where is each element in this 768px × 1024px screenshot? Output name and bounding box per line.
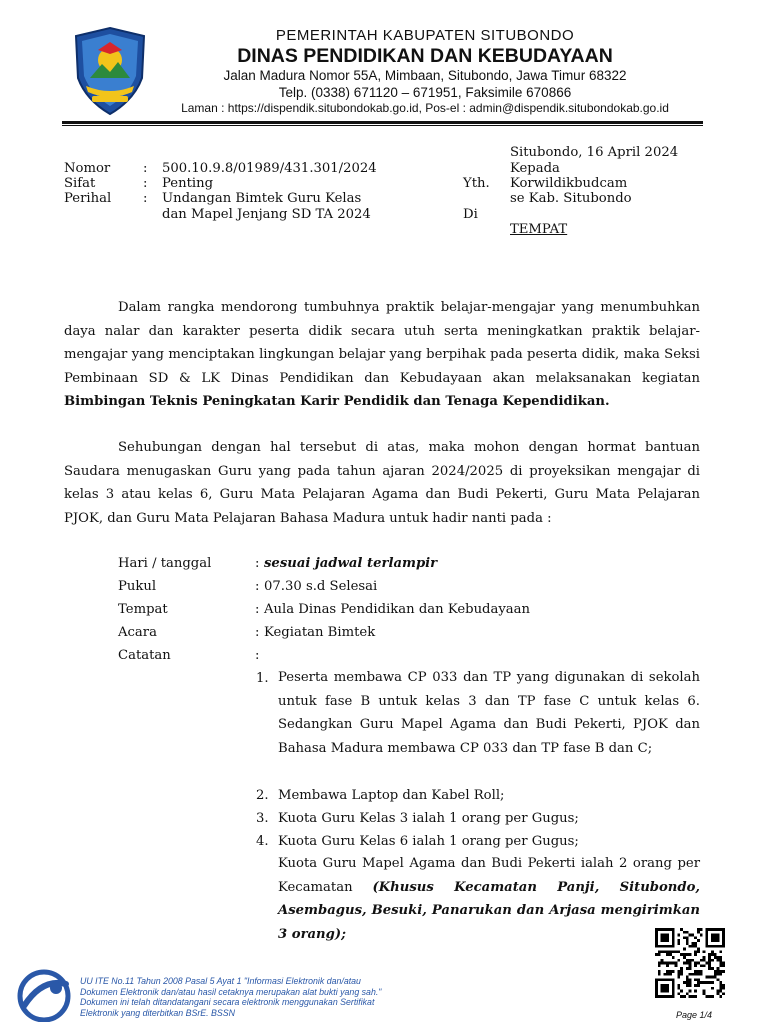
schedule-value-place: Aula Dinas Pendidikan dan Kebudayaan [264, 602, 531, 617]
nomor-value: 500.10.9.8/01989/431.301/2024 [162, 161, 377, 176]
note-4-number: 4. [256, 834, 269, 849]
footer-line-4: Elektronik yang diterbitkan BSrE. BSSN [80, 1007, 235, 1018]
schedule-label-event: Acara [118, 625, 157, 640]
letterhead-government: PEMERINTAH KABUPATEN SITUBONDO [275, 27, 575, 44]
yth-label: Yth. [463, 176, 490, 191]
schedule-label-time: Pukul [118, 579, 157, 594]
schedule-value-event: Kegiatan Bimtek [264, 625, 376, 640]
letterhead-agency: DINAS PENDIDIKAN DAN KEBUDAYAAN [237, 45, 613, 67]
sifat-colon: : [143, 176, 148, 191]
schedule-label-notes: Catatan [118, 648, 171, 663]
letterhead-divider-thin [62, 125, 703, 126]
schedule-label-day: Hari / tanggal [118, 556, 212, 571]
note-4-continuation [278, 852, 700, 946]
qr-code-icon [650, 928, 730, 998]
perihal-colon: : [143, 191, 148, 206]
schedule-label-place: Tempat [118, 602, 168, 617]
footer-line-3: Dokumen ini telah ditandatangani secara elektronik menggunakan Sertifikat [80, 997, 375, 1007]
footer-legal-note [80, 976, 450, 1018]
nomor-colon: : [143, 161, 148, 176]
note-1-text: Peserta membawa CP 033 dan TP yang digunakan di sekolah untuk fase B untuk kelas 3 dan TP fase C untuk kelas 6. Sedangkan Guru Mapel Agama dan Budi Pekerti, PJOK dan Bahasa Madura membawa CP 033 dan TP fase B dan C; [278, 670, 700, 756]
schedule-colon: : [255, 602, 260, 617]
note-2-text: Membawa Laptop dan Kabel Roll; [278, 788, 505, 803]
kepada-label: Kepada [510, 161, 560, 176]
letterhead-phone: Telp. (0338) 671120 – 671951, Faksimile 670866 [278, 85, 572, 100]
note-3-number: 3. [256, 811, 269, 826]
schedule-value-time: 07.30 s.d Selesai [264, 579, 378, 594]
paragraph-1-bold: Bimbingan Teknis Peningkatan Karir Pendidik dan Tenaga Kependidikan. [64, 394, 610, 409]
tempat-label: TEMPAT [510, 222, 568, 237]
note-3-text: Kuota Guru Kelas 3 ialah 1 orang per Gugus; [278, 811, 579, 826]
perihal-value-line2: dan Mapel Jenjang SD TA 2024 [162, 207, 371, 222]
letterhead-divider-thick [62, 121, 703, 124]
note-4-quota-text: Kuota Guru Mapel Agama dan Budi Pekerti ialah 2 orang per Kecamatan [278, 856, 700, 895]
schedule-colon: : [255, 579, 260, 594]
sifat-value: Penting [162, 176, 214, 191]
note-4-quota-bold: (Khusus Kecamatan Panji, Situbondo, Asembagus, Besuki, Panarukan dan Arjasa mengirimkan 3 orang); [278, 879, 700, 942]
recipient-line1: Korwildikbudcam [510, 176, 628, 191]
paragraph-1 [64, 296, 700, 414]
recipient-line2: se Kab. Situbondo [510, 191, 632, 206]
footer-line-2: Dokumen Elektronik dan/atau hasil cetaknya merupakan alat bukti yang sah." [80, 986, 382, 997]
note-1-number: 1. [256, 671, 269, 686]
perihal-value-line1: Undangan Bimtek Guru Kelas [162, 191, 362, 206]
schedule-colon: : [255, 556, 260, 571]
letterhead-address: Jalan Madura Nomor 55A, Mimbaan, Situbondo, Jawa Timur 68322 [223, 68, 627, 83]
di-label: Di [463, 207, 478, 222]
bsre-logo [8, 966, 78, 1022]
perihal-label: Perihal [64, 191, 112, 206]
nomor-label: Nomor [64, 161, 111, 176]
letter-date: Situbondo, 16 April 2024 [510, 145, 679, 160]
footer-line-1: UU ITE No.11 Tahun 2008 Pasal 5 Ayat 1 "Informasi Elektronik dan/atau [80, 976, 361, 986]
letterhead [150, 27, 700, 116]
paragraph-2 [64, 436, 700, 530]
note-2-number: 2. [256, 788, 269, 803]
letterhead-web: Laman : https://dispendik.situbondokab.go.id, Pos-el : admin@dispendik.situbondokab.go.id [181, 101, 669, 115]
paragraph-1-text: Dalam rangka mendorong tumbuhnya praktik belajar-mengajar yang menumbuhkan daya nalar dan karakter peserta didik secara utuh serta meningkatkan praktik belajar-mengajar yang menciptakan lingkungan belajar yang berpihak pada peserta didik, maka Seksi Pembinaan SD & LK Dinas Pendidikan dan Kebudayaan akan melaksanakan kegiatan [64, 300, 700, 386]
schedule-colon: : [255, 625, 260, 640]
sifat-label: Sifat [64, 176, 96, 191]
regency-logo [72, 26, 148, 116]
note-4-text: Kuota Guru Kelas 6 ialah 1 orang per Gugus; [278, 834, 579, 849]
schedule-value-day: sesuai jadwal terlampir [264, 556, 438, 571]
paragraph-2-text: Sehubungan dengan hal tersebut di atas, maka mohon dengan hormat bantuan Saudara menugaskan Guru yang pada tahun ajaran 2024/2025 di proyeksikan mengajar di kelas 3 atau kelas 6, Guru Mata Pelajaran Agama dan Budi Pekerti, Guru Mata Pelajaran PJOK, dan Guru Mata Pelajaran Bahasa Madura untuk hadir nanti pada : [64, 440, 700, 526]
page-number: Page 1/4 [676, 1010, 713, 1020]
schedule-colon: : [255, 648, 260, 663]
